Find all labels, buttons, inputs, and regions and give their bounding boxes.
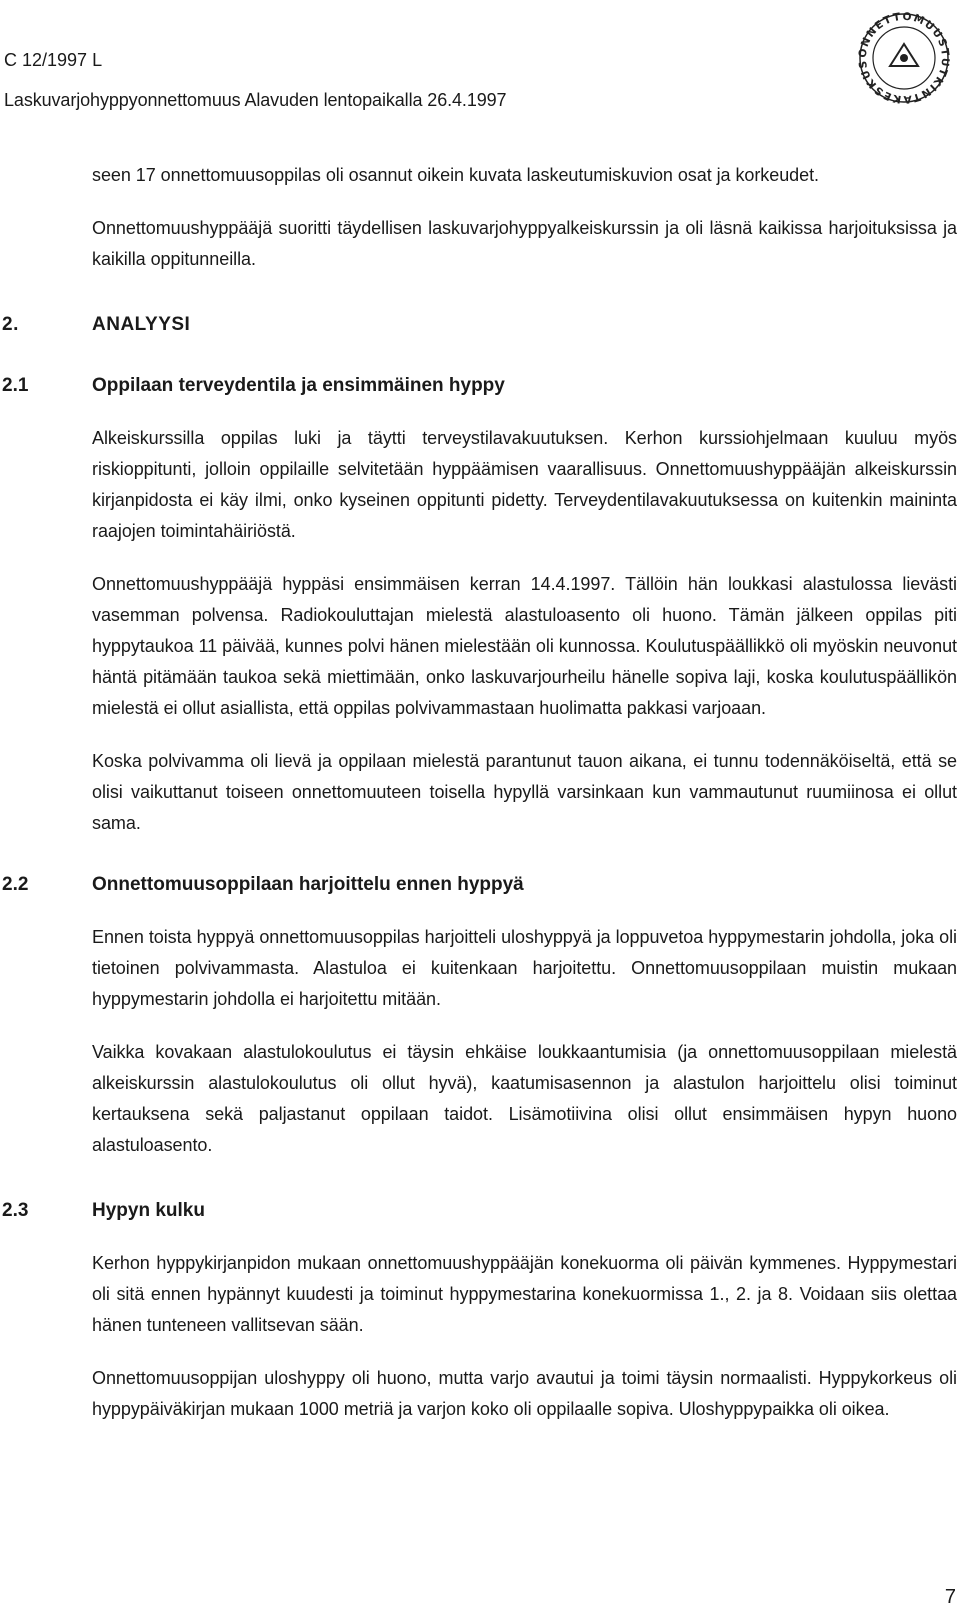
page-content (0, 160, 960, 1425)
paragraph-knowledge-of-pattern: seen 17 onnettomuusoppilas oli osannut oikein kuvata laskeutumiskuvion osat ja korkeudet. (92, 165, 820, 185)
section-title: ANALYYSI (92, 314, 191, 335)
onnettomuustutkintakeskus-logo-seal (838, 0, 960, 116)
document-code: C 12/1997 L (4, 50, 103, 70)
section-title: Oppilaan terveydentila ja ensimmäinen hyppy (92, 375, 505, 396)
paragraph-jump-log: Kerhon hyppykirjanpidon mukaan onnettomuushyppääjän konekuorma oli päivän kymmenes. Hyppymestari oli sitä ennen hypännyt kuudesti ja toiminut hyppymestarina konekuormissa 1., 2. ja 8. Voidaan siis olettaa hänen tunteneen vallitsevan sään. (92, 1253, 957, 1335)
paragraph-landing-training: Vaikka kovakaan alastulokoulutus ei täysin ehkäise loukkaantumisia (ja onnettomuusoppilaan mielestä alkeiskurssin alastulokoulutus oli ollut hyvä), kaatumisasennon ja alastulon harjoittelu olisi toiminut kertauksena sekä paljastanut oppilaan taidot. Lisämotiivina olisi ollut ensimmäisen hypyn huono alastuloasento. (92, 1042, 957, 1155)
section-number: 2.3 (2, 1200, 29, 1221)
section-number: 2.2 (2, 874, 29, 895)
section-heading-jump-course (0, 1195, 960, 1226)
svg-text:ONNETTOMUUSTUTKINTAKESKUS: ONNETTOMUUSTUTKINTAKESKUS (856, 10, 952, 106)
page-number: 7 (944, 1586, 956, 1608)
paragraph-exit-and-canopy: Onnettomuusoppijan uloshyppy oli huono, mutta varjo avautui ja toimi täysin normaalisti. Hyppykorkeus oli hyppypäiväkirjan mukaan 1000 metriä ja varjon koko oli oppilaalle sopiva. Uloshyppypaikka oli oikea. (92, 1368, 957, 1419)
document-title: Laskuvarjohyppyonnettomuus Alavuden lentopaikalla 26.4.1997 (4, 90, 507, 110)
section-number: 2.1 (2, 375, 29, 396)
paragraph-basic-course-completed: Onnettomuushyppääjä suoritti täydellisen laskuvarjohyppyalkeiskurssin ja oli läsnä kaikissa harjoituksissa ja kaikilla oppitunneilla. (92, 218, 957, 269)
paragraph-knee-injury-assessment: Koska polvivamma oli lievä ja oppilaan mielestä parantunut tauon aikana, ei tunnu todennäköiseltä, että se olisi vaikuttanut toiseen onnettomuuteen toisella hypyllä varsinkaan kun vammautunut ruumiinosa ei ollut sama. (92, 751, 957, 833)
section-heading-training-before-jump (0, 869, 960, 900)
section-heading-health-first-jump (0, 370, 960, 401)
paragraph-exit-practice: Ennen toista hyppyä onnettomuusoppilas harjoitteli uloshyppyä ja loppuvetoa hyppymestarin johdolla, joka oli tietoinen polvivammasta. Alastuloa ei kuitenkaan harjoitettu. Onnettomuusoppilaan muistin mukaan hyppymestarin johdolla ei harjoitettu mitään. (92, 927, 957, 1009)
paragraph-first-jump-injury: Onnettomuushyppääjä hyppäsi ensimmäisen kerran 14.4.1997. Tällöin hän loukkasi alastulossa lievästi vasemman polvensa. Radiokouluttajan mielestä alastuloasento oli huono. Tämän jälkeen oppilas piti hyppytaukoa 11 päivää, kunnes polvi hänen mielestään oli kunnossa. Koulutuspäällikkö oli myöskin neuvonut häntä pitämään taukoa sekä miettimään, onko laskuvarjourheilu hänelle sopiva laji, koska koulutuspäällikön mielestä ei ollut asiallista, että oppilas polvivammastaan huolimatta pakkasi varjoaan. (92, 574, 957, 718)
section-title: Hypyn kulku (92, 1200, 205, 1221)
paragraph-health-insurance: Alkeiskurssilla oppilas luki ja täytti terveystilavakuutuksen. Kerhon kurssiohjelmaan kuuluu myös riskioppitunti, jolloin oppilaille selvitetään hyppäämisen vaarallisuus. Onnettomuushyppääjän alkeiskurssin kirjanpidosta ei käy ilmi, onko kyseinen oppitunti pidetty. Terveydentilavakuutuksessa on kuitenkin maininta raajojen toimintahäiriöstä. (92, 428, 957, 541)
section-heading-analysis (0, 309, 960, 340)
section-number: 2. (2, 314, 19, 335)
page-header (0, 0, 960, 120)
section-title: Onnettomuusoppilaan harjoittelu ennen hyppyä (92, 874, 524, 895)
